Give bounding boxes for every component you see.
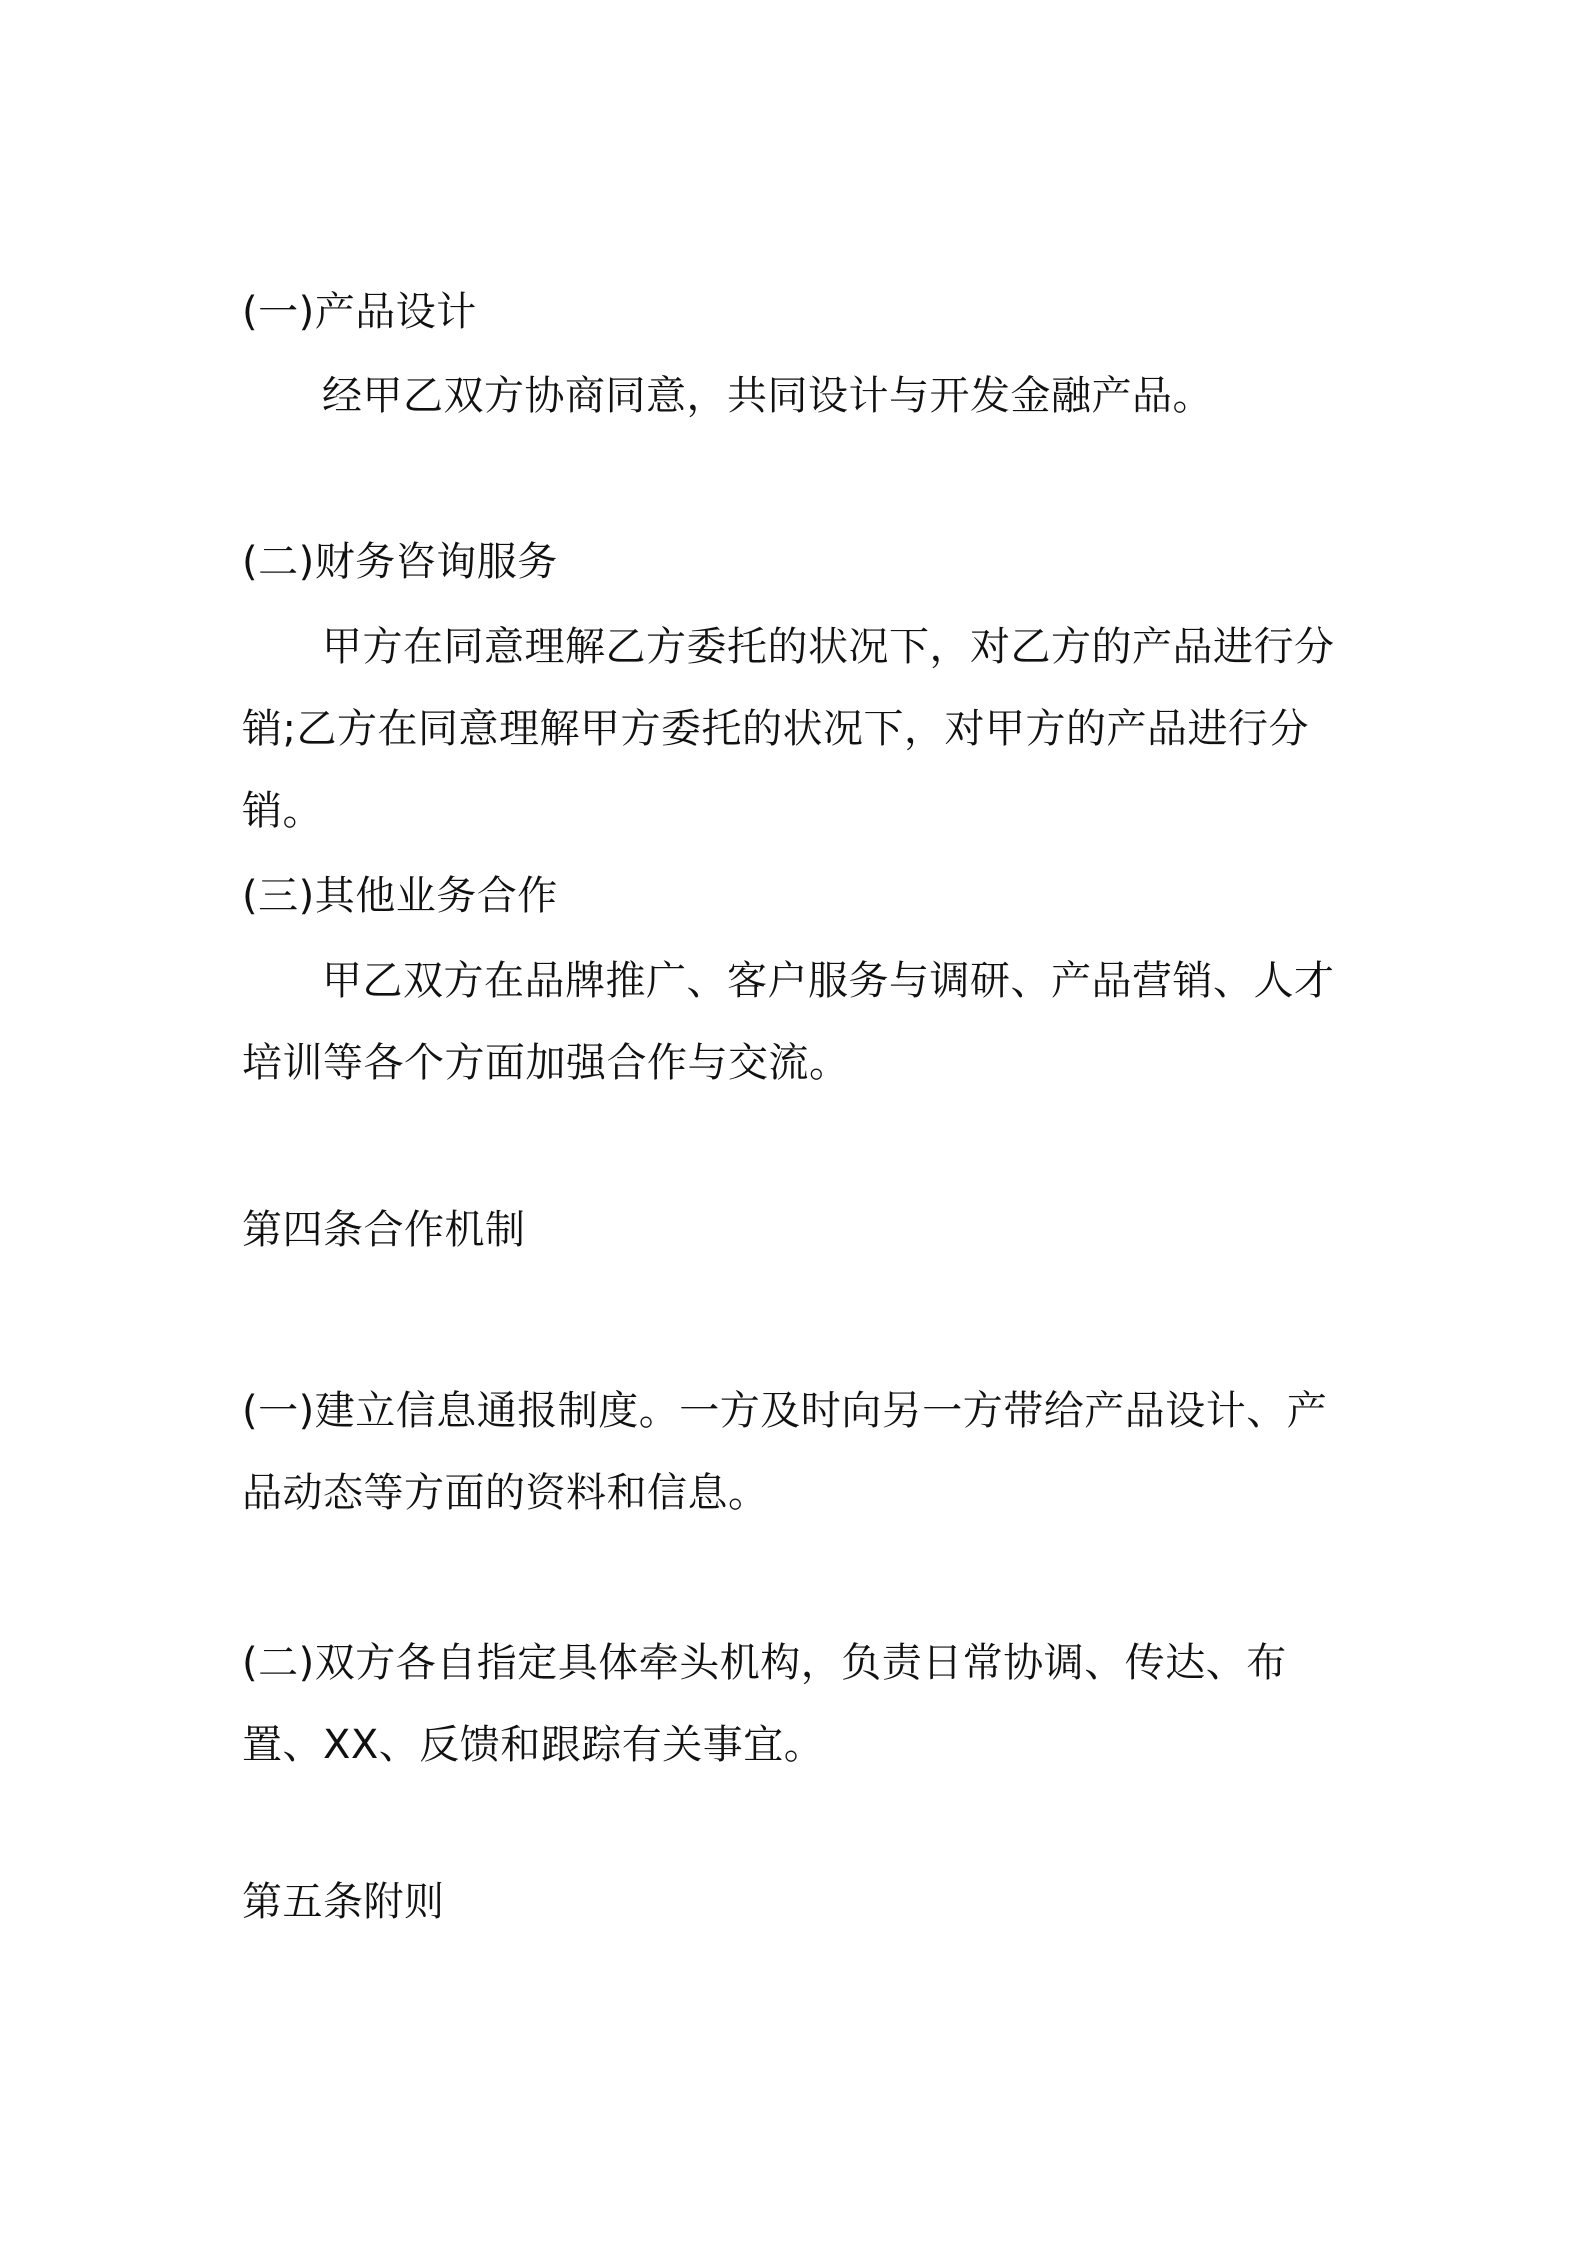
section-heading-other-cooperation: (三)其他业务合作	[242, 873, 558, 919]
section-body-product-design: 经甲乙双方协商同意，共同设计与开发金融产品。	[322, 373, 1213, 419]
section-body-other-cooperation: 甲乙双方在品牌推广、客户服务与调研、产品营销、人才培训等各个方面加强合作与交流。	[242, 958, 1335, 1086]
section-heading-financial-consulting: (二)财务咨询服务	[242, 539, 558, 585]
article-4-title: 第四条合作机制	[242, 1207, 526, 1253]
article-5-title: 第五条附则	[242, 1879, 445, 1925]
section-heading-product-design: (一)产品设计	[242, 289, 477, 335]
section-body-financial-consulting: 甲方在同意理解乙方委托的状况下，对乙方的产品进行分销;乙方在同意理解甲方委托的状况下，对甲方的产品进行分销。	[242, 624, 1335, 834]
article-4-item-1: (一)建立信息通报制度。一方及时向另一方带给产品设计、产品动态等方面的资料和信息。	[242, 1388, 1328, 1516]
article-4-item-2: (二)双方各自指定具体牵头机构，负责日常协调、传达、布置、XX、反馈和跟踪有关事宜。	[242, 1640, 1287, 1768]
